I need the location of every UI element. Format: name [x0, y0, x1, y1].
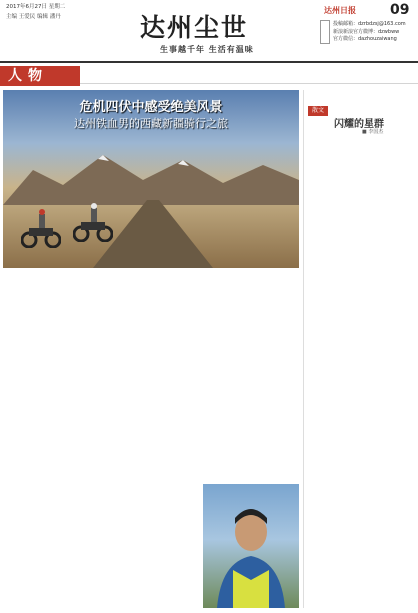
article-column-2	[102, 272, 198, 608]
page-slogan: 生事越千年 生活有温味	[160, 45, 254, 54]
qr-code-icon	[320, 20, 330, 44]
essay-column	[303, 90, 415, 608]
contact-weibo: 新浪新浪官方微博：dzwbww	[333, 28, 400, 35]
header-divider	[0, 61, 418, 63]
essay-title: 闪耀的星群	[334, 119, 384, 130]
section-tag: 人物	[0, 66, 80, 86]
person-icon	[203, 484, 299, 608]
mountain-illustration	[3, 145, 299, 205]
contact-info	[333, 21, 406, 44]
rider-portrait-photo	[203, 484, 299, 608]
motorcycle-icon	[73, 202, 113, 242]
essay-tag: 散文	[308, 106, 328, 116]
hero-title: 危机四伏中感受绝美风景	[79, 100, 223, 115]
paper-name: 达州日报	[324, 6, 356, 15]
article-column-1	[5, 272, 97, 608]
page-title: 达州尘世	[140, 13, 249, 42]
contact-email: 投稿邮箱：dzrbdzsj@163.com	[333, 21, 406, 27]
essay-author: ■ 李国杰	[362, 129, 384, 135]
page-header	[0, 0, 418, 62]
editor-credits: 主编 王爱民 编辑 潘丹	[6, 14, 61, 20]
essay-body	[309, 140, 413, 600]
page-number: 09	[390, 2, 410, 18]
hero-photo	[3, 90, 299, 268]
contact-wechat: 官方微信：dazhouzaiwang	[333, 36, 397, 42]
motorcycle-icon	[21, 208, 61, 248]
hero-subtitle: 达州铁血男的西藏新疆骑行之旅	[74, 117, 228, 130]
issue-date: 2017年6月27日 星期二	[6, 4, 66, 10]
